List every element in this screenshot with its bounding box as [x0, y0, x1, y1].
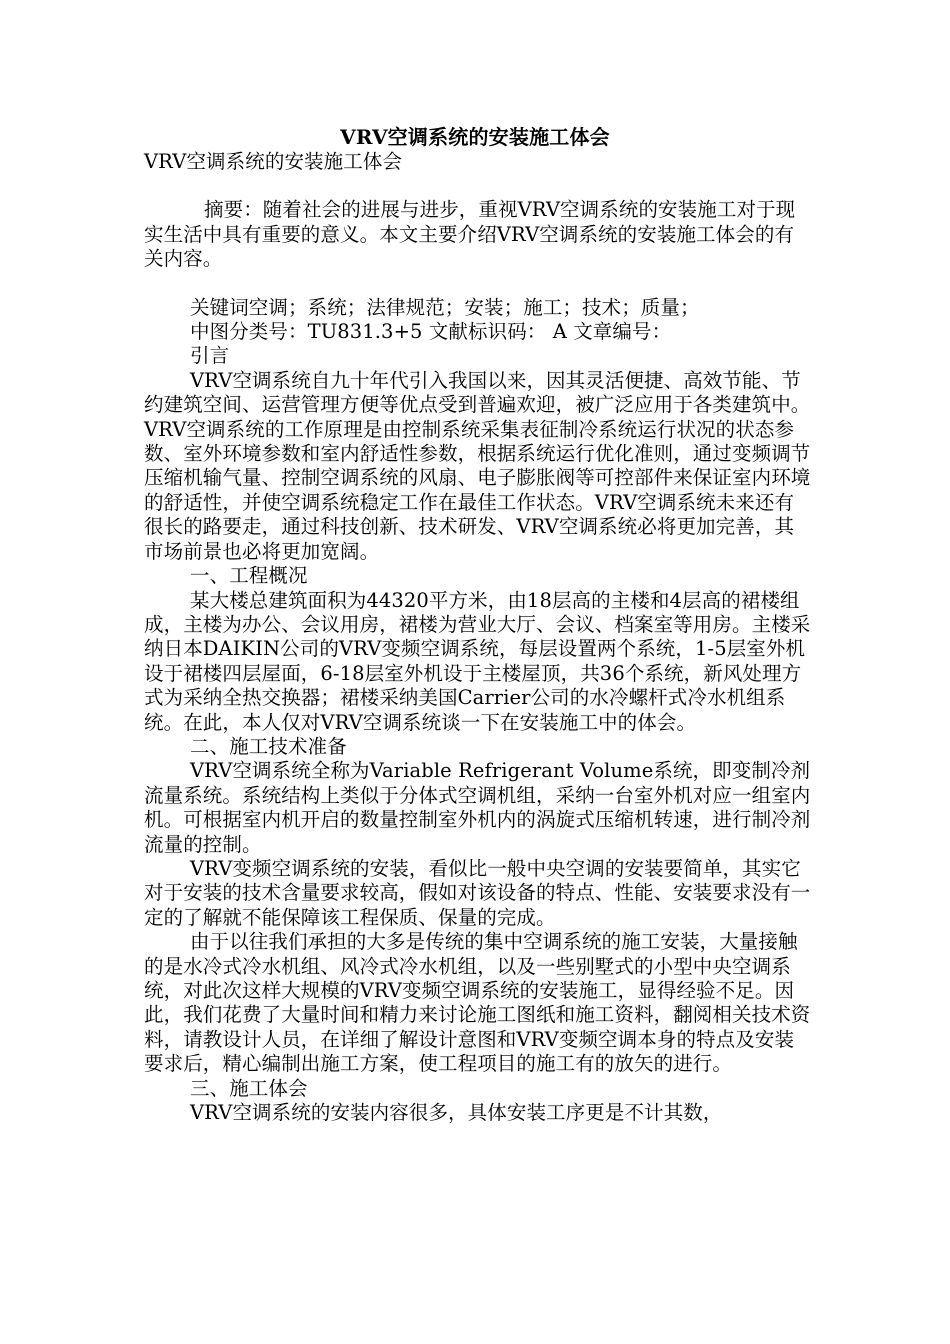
- body-paragraph: 某大楼总建筑面积为44320平方米，由18层高的主楼和4层高的裙楼组成，主楼为办公、会议用房，裙楼为营业大厅、会议、档案室等用房。主楼采纳日本DAIKIN公司的VRV变频空调系统，每层设置两个系统，1-5层室外机设于裙楼四层屋面，6-18层室外机设于主楼屋顶，共36个系统，新风处理方式为采纳全热交换器；裙楼采纳美国Carrier公司的水冷螺杆式冷水机组系统。在此，本人仅对VRV空调系统谈一下在安装施工中的体会。: [144, 588, 811, 734]
- document-body: [144, 150, 812, 1125]
- section-heading-preparation: 二、施工技术准备: [190, 734, 347, 758]
- classification-line: 中图分类号：TU831.3+5 文献标识码： A 文章编号：: [190, 320, 672, 344]
- section-heading-intro: 引言: [190, 344, 230, 368]
- keywords-line: 关键词空调；系统；法律规范；安装；施工；技术；质量；: [190, 295, 700, 319]
- document-title: VRV空调系统的安装施工体会: [340, 125, 610, 149]
- body-paragraph: VRV空调系统自九十年代引入我国以来，因其灵活便捷、高效节能、节约建筑空间、运营管理方便等优点受到普遍欢迎，被广泛应用于各类建筑中。VRV空调系统的工作原理是由控制系统采集表征制冷系统运行状况的状态参数、室外环境参数和室内舒适性参数，根据系统运行优化准则，通过变频调节压缩机输气量、控制空调系统的风扇、电子膨胀阀等可控部件来保证室内环境的舒适性，并使空调系统稳定工作在最佳工作状态。VRV空调系统未来还有很长的路要走，通过科技创新、技术研发、VRV空调系统必将更加完善，其市场前景也必将更加宽阔。: [144, 368, 811, 563]
- document-subtitle: VRV空调系统的安装施工体会: [144, 150, 403, 173]
- body-paragraph: VRV空调系统的安装内容很多，具体安装工序更是不计其数，: [190, 1101, 723, 1125]
- body-paragraph: VRV空调系统全称为Variable Refrigerant Volume系统，即变制冷剂流量系统。系统结构上类似于分体式空调机组，采纳一台室外机对应一组室内机。可根据室内机开启的数量控制室外机内的涡旋式压缩机转速，进行制冷剂流量的控制。: [144, 759, 811, 856]
- abstract-paragraph: 摘要：随着社会的进展与进步，重视VRV空调系统的安装施工对于现实生活中具有重要的意义。本文主要介绍VRV空调系统的安装施工体会的有关内容。: [144, 198, 796, 271]
- body-paragraph: VRV变频空调系统的安装，看似比一般中央空调的安装要简单，其实它对于安装的技术含量要求较高，假如对该设备的特点、性能、安装要求没有一定的了解就不能保障该工程保质、保量的完成。: [144, 856, 811, 929]
- section-heading-overview: 一、工程概况: [190, 564, 308, 588]
- section-heading-experience: 三、施工体会: [190, 1076, 308, 1100]
- body-paragraph: 由于以往我们承担的大多是传统的集中空调系统的施工安装，大量接触的是水冷式冷水机组、风冷式冷水机组，以及一些别墅式的小型中央空调系统，对此次这样大规模的VRV变频空调系统的安装施工，显得经验不足。因此，我们花费了大量时间和精力来讨论施工图纸和施工资料，翻阅相关技术资料，请教设计人员，在详细了解设计意图和VRV变频空调本身的特点及安装要求后，精心编制出施工方案，使工程项目的施工有的放矢的进行。: [144, 930, 811, 1076]
